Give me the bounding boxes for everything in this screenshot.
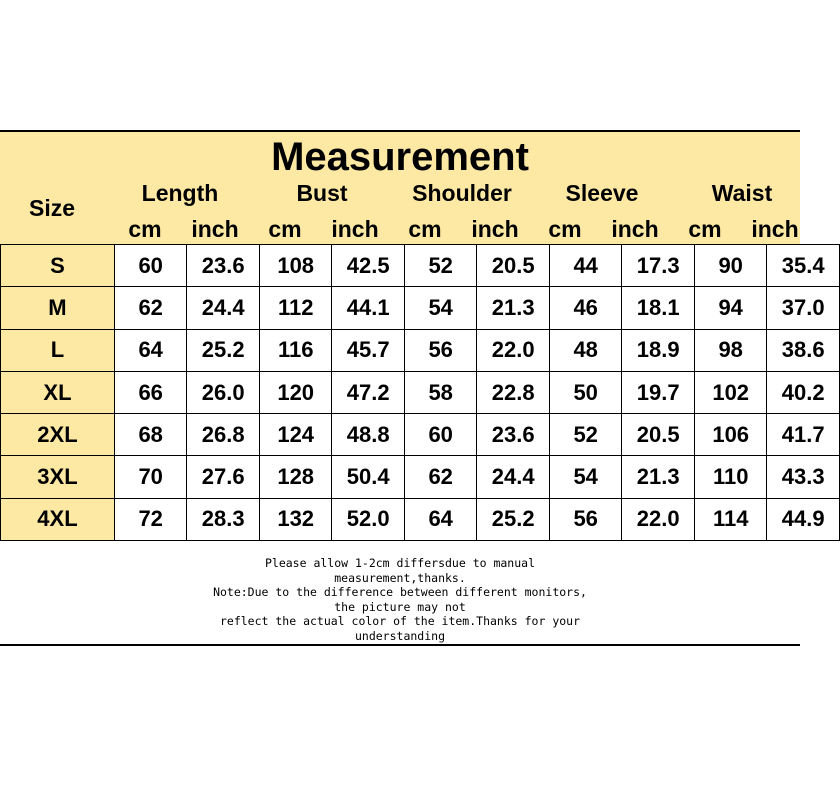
unit-header: cm [688,216,722,242]
measurement-cell: 24.4 [187,287,260,329]
measurement-cell: 56 [549,498,622,540]
measurement-cell: 70 [114,456,187,498]
measurement-cell: 64 [404,498,477,540]
measurement-cell: 116 [259,329,332,371]
chart-title: Measurement [271,135,529,179]
table-row [1,371,840,413]
measurement-cell: 66 [114,371,187,413]
measurement-cell: 60 [114,245,187,287]
measurement-cell: 45.7 [332,329,405,371]
measurement-cell: 27.6 [187,456,260,498]
measurement-cell: 25.2 [477,498,550,540]
measurement-cell: 56 [404,329,477,371]
group-header-length: Length [141,180,219,206]
measurement-cell: 50 [549,371,622,413]
measurement-cell: 28.3 [187,498,260,540]
unit-header: cm [128,216,162,242]
measurement-cell: 52 [404,245,477,287]
measurement-cell: 50.4 [332,456,405,498]
measurement-cell: 128 [259,456,332,498]
table-body-area [0,244,825,554]
measurement-cell: 98 [694,329,767,371]
note-line: reflect the actual color of the item.Thanks for your [219,614,581,629]
measurement-cell: 21.3 [477,287,550,329]
measurement-cell: 44.1 [332,287,405,329]
measurement-cell: 19.7 [622,371,695,413]
table-row [1,498,840,540]
measurement-cell: 47.2 [332,371,405,413]
note-line: the picture may not [334,599,466,614]
measurement-cell: 110 [694,456,767,498]
measurement-cell: 25.2 [187,329,260,371]
measurement-cell: 48.8 [332,414,405,456]
measurement-cell: 20.5 [477,245,550,287]
measurement-cell: 54 [549,456,622,498]
table-row [1,329,840,371]
measurement-cell: 102 [694,371,767,413]
chart-header [0,132,800,244]
measurement-cell: 60 [404,414,477,456]
measurement-cell: 72 [114,498,187,540]
measurement-cell: 17.3 [622,245,695,287]
unit-header: cm [548,216,582,242]
measurement-cell: 108 [259,245,332,287]
disclaimer-notes [0,556,800,644]
size-cell: XL [1,371,115,413]
measurement-cell: 22.0 [622,498,695,540]
measurement-cell: 106 [694,414,767,456]
unit-header: inch [471,216,519,242]
unit-header: inch [191,216,239,242]
measurement-cell: 41.7 [767,414,840,456]
table-row [1,245,840,287]
size-cell: S [1,245,115,287]
measurement-cell: 62 [114,287,187,329]
size-cell: 3XL [1,456,115,498]
unit-header: cm [268,216,302,242]
measurement-cell: 21.3 [622,456,695,498]
size-cell: M [1,287,115,329]
measurement-cell: 37.0 [767,287,840,329]
measurement-cell: 18.1 [622,287,695,329]
measurement-cell: 26.8 [187,414,260,456]
measurement-cell: 124 [259,414,332,456]
unit-header: inch [331,216,379,242]
measurement-cell: 44.9 [767,498,840,540]
measurement-cell: 114 [694,498,767,540]
size-chart [0,130,825,646]
size-column-header: Size [28,195,76,221]
measurement-cell: 54 [404,287,477,329]
measurement-cell: 132 [259,498,332,540]
unit-header: inch [751,216,799,242]
group-header-sleeve: Sleeve [565,180,639,206]
measurement-cell: 62 [404,456,477,498]
measurement-cell: 48 [549,329,622,371]
size-cell: 4XL [1,498,115,540]
size-table [0,244,840,541]
note-line: measurement,thanks. [334,570,466,585]
measurement-cell: 24.4 [477,456,550,498]
group-header-waist: Waist [711,180,773,206]
measurement-cell: 22.8 [477,371,550,413]
measurement-cell: 35.4 [767,245,840,287]
measurement-cell: 26.0 [187,371,260,413]
measurement-cell: 120 [259,371,332,413]
measurement-cell: 58 [404,371,477,413]
measurement-cell: 23.6 [187,245,260,287]
measurement-cell: 38.6 [767,329,840,371]
table-row [1,414,840,456]
note-line: Please allow 1-2cm differsdue to manual [264,556,536,570]
table-row [1,287,840,329]
note-line: understanding [354,628,445,643]
measurement-cell: 68 [114,414,187,456]
measurement-cell: 18.9 [622,329,695,371]
group-header-bust: Bust [296,180,348,206]
measurement-cell: 22.0 [477,329,550,371]
measurement-cell: 23.6 [477,414,550,456]
measurement-cell: 90 [694,245,767,287]
measurement-cell: 44 [549,245,622,287]
measurement-cell: 52 [549,414,622,456]
measurement-cell: 42.5 [332,245,405,287]
measurement-cell: 112 [259,287,332,329]
size-cell: 2XL [1,414,115,456]
table-row [1,456,840,498]
measurement-cell: 46 [549,287,622,329]
size-cell: L [1,329,115,371]
measurement-cell: 52.0 [332,498,405,540]
measurement-cell: 40.2 [767,371,840,413]
measurement-cell: 64 [114,329,187,371]
unit-header: cm [408,216,442,242]
unit-header: inch [611,216,659,242]
measurement-cell: 94 [694,287,767,329]
measurement-cell: 20.5 [622,414,695,456]
note-line: Note:Due to the difference between different monitors, [213,585,587,600]
group-header-shoulder: Shoulder [412,180,512,206]
measurement-cell: 43.3 [767,456,840,498]
